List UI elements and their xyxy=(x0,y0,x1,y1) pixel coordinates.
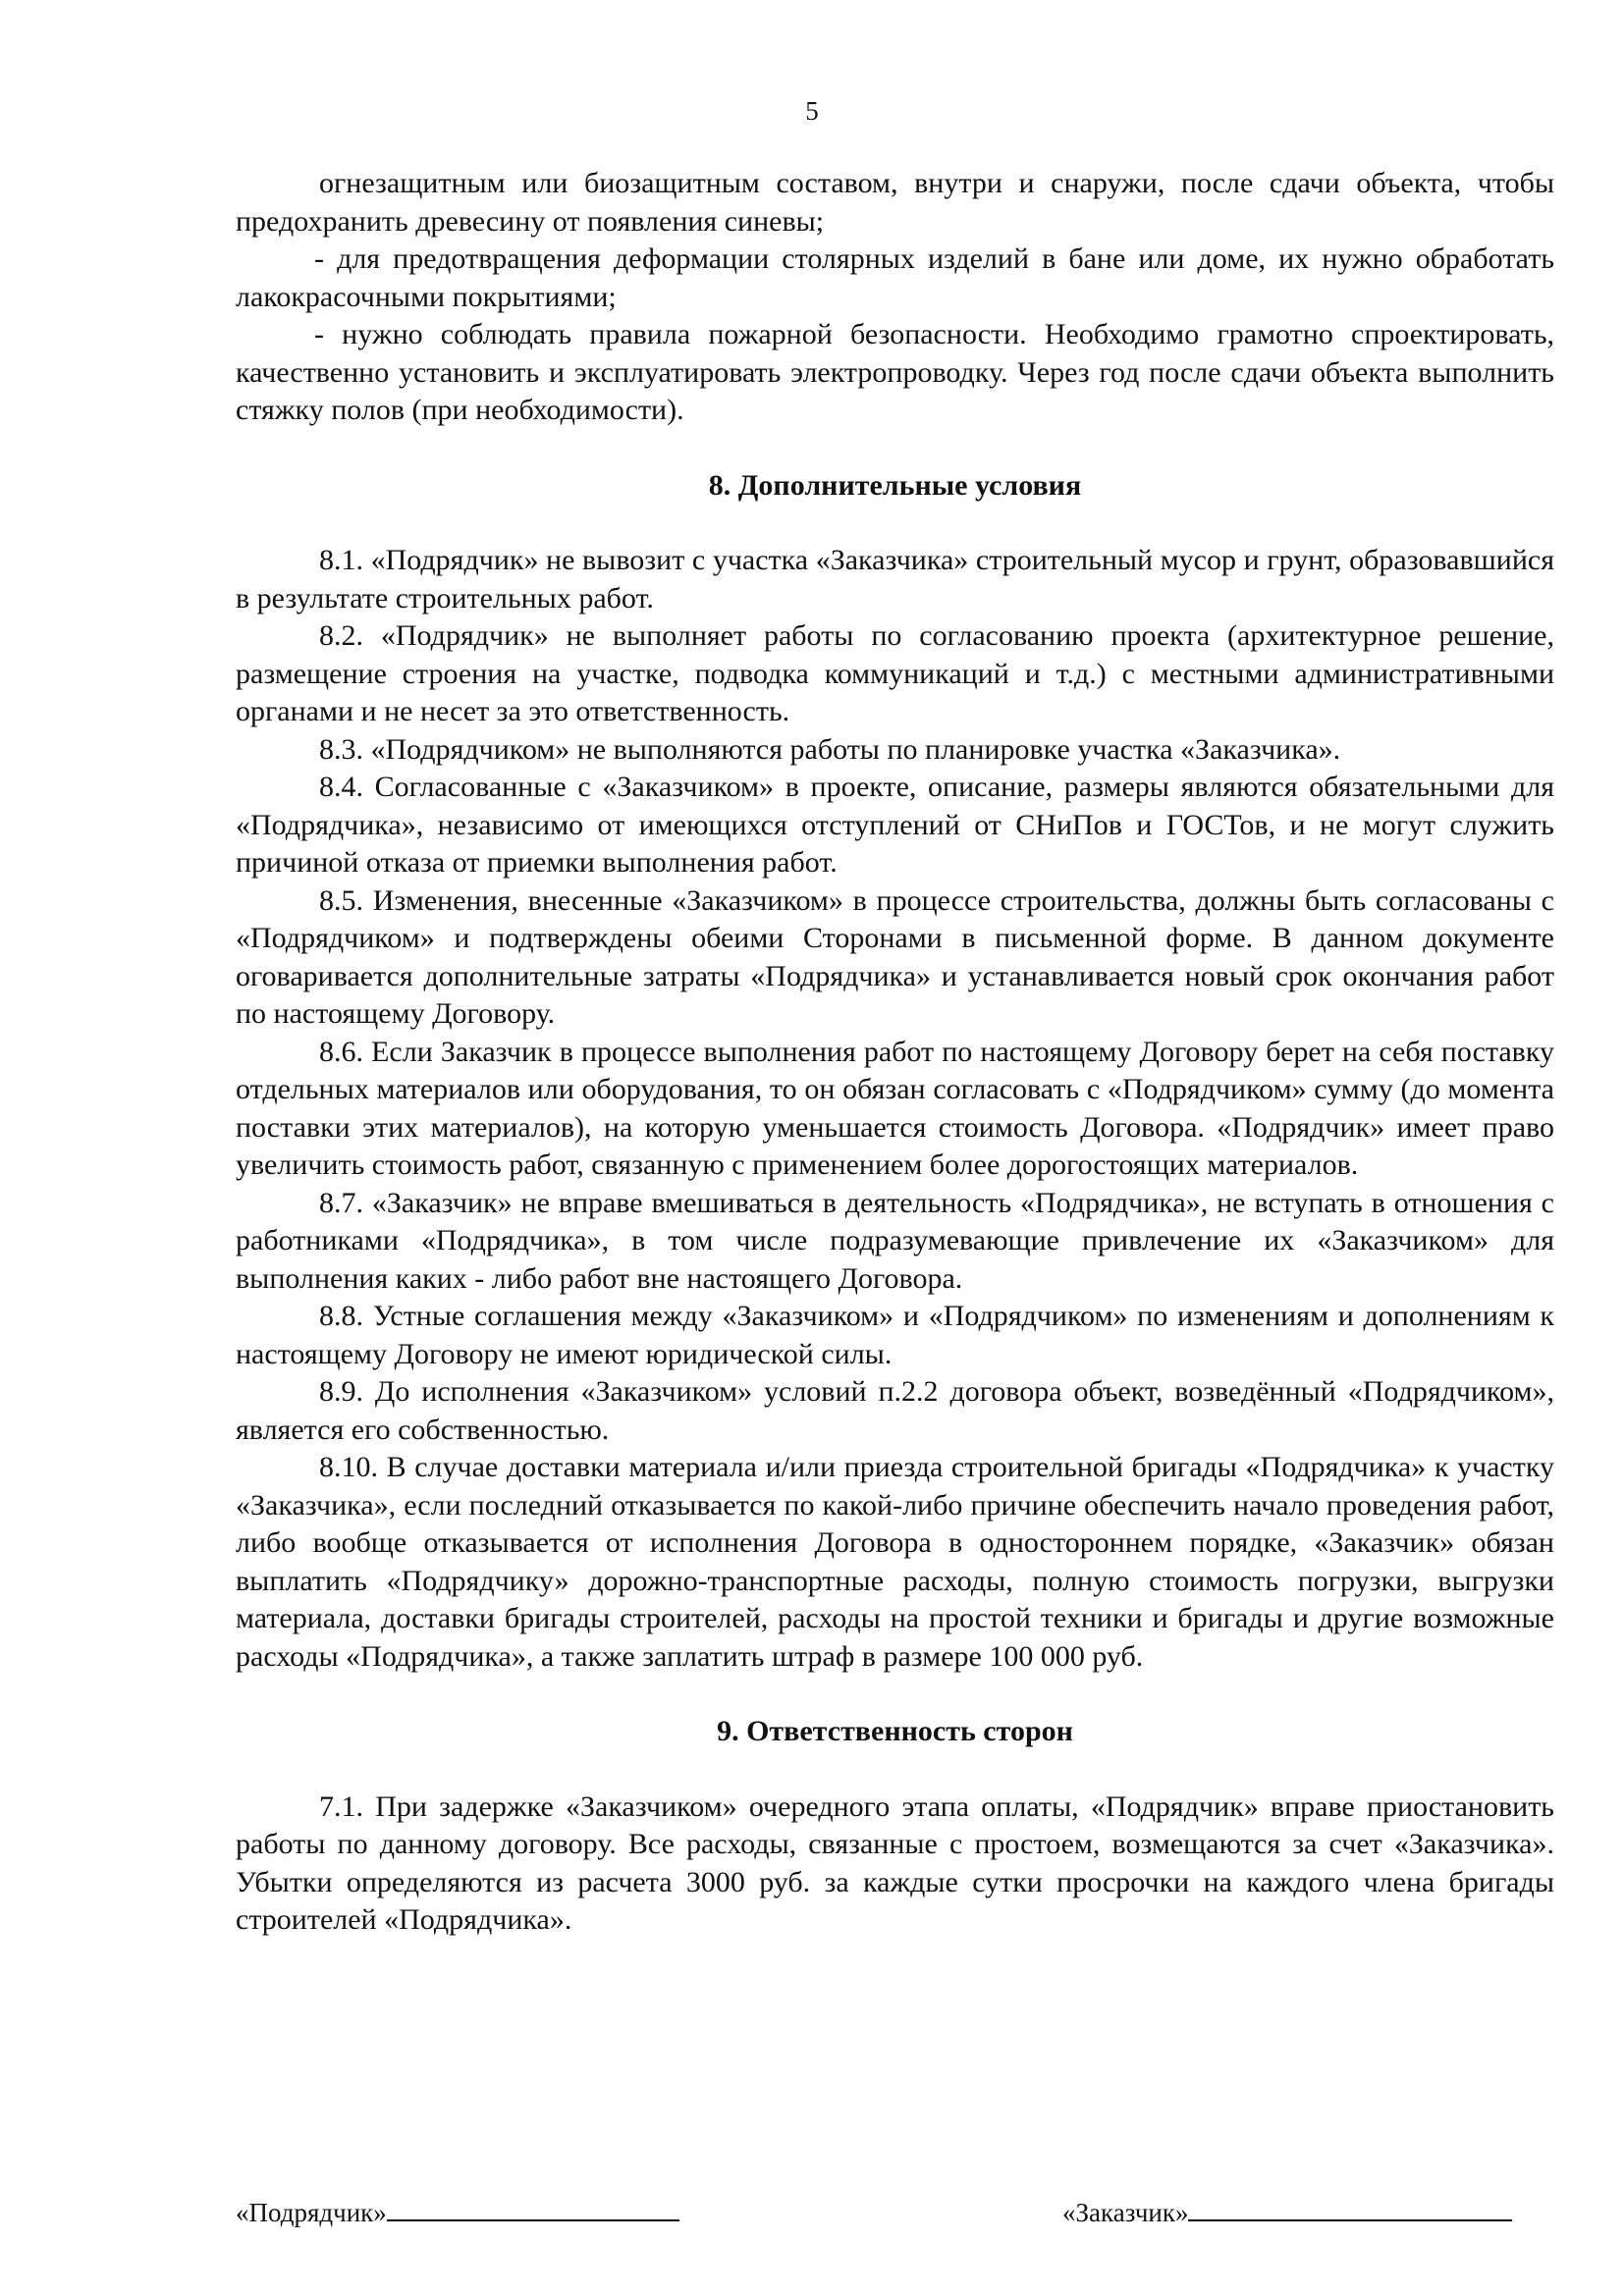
clause-8-7: 8.7. «Заказчик» не вправе вмешиваться в деятельность «Подрядчика», не вступать в отношения с работниками «Подрядчика», в том числе подразумевающие привлечение их «Заказчиком» для выполнения каких - либо работ вне настоящего Договора. xyxy=(236,1186,1554,1295)
clause-8-5: 8.5. Изменения, внесенные «Заказчиком» в процессе строительства, должны быть согласованы с «Подрядчиком» и подтверждены обеими Сторонами в письменной форме. В данном документе оговаривается дополнительные затраты «Подрядчика» и устанавливается новый срок окончания работ по настоящему Договору. xyxy=(236,883,1554,1030)
customer-label: «Заказчик» xyxy=(1062,2198,1189,2227)
continuation-paragraph: - нужно соблюдать правила пожарной безопасности. Необходимо грамотно спроектировать, качественно установить и эксплуатировать электропроводку. Через год после сдачи объекта выполнить стяжку полов (при необходимости). xyxy=(236,318,1554,426)
customer-signature-line xyxy=(1188,2198,1512,2221)
page-number: 5 xyxy=(805,96,819,126)
clause-8-10: 8.10. В случае доставки материала и/или приезда строительной бригады «Подрядчика» к участку «Заказчика», если последний отказывается по какой-либо причине обеспечить начало проведения работ, либо вообще отказывается от исполнения Договора в одностороннем порядке, «Заказчик» обязан выплатить «Подрядчику» дорожно-транспортные расходы, полную стоимость погрузки, выгрузки материала, доставки бригады строителей, расходы на простой техники и бригады и другие возможные расходы «Подрядчика», а также заплатить штраф в размере 100 000 руб. xyxy=(236,1451,1554,1673)
clause-8-9: 8.9. До исполнения «Заказчиком» условий п.2.2 договора объект, возведённый «Подрядчиком», является его собственностью. xyxy=(236,1375,1554,1446)
continuation-paragraph: - для предотвращения деформации столярных изделий в бане или доме, их нужно обработать лакокрасочными покрытиями; xyxy=(236,242,1554,313)
contractor-label: «Подрядчик» xyxy=(236,2198,387,2227)
section-9-heading: 9. Ответственность сторон xyxy=(717,1715,1073,1747)
document-body xyxy=(236,165,1554,1940)
continuation-paragraph: огнезащитным или биозащитным составом, внутри и снаружи, после сдачи объекта, чтобы предохранить древесину от появления синевы; xyxy=(236,167,1554,238)
clause-8-1: 8.1. «Подрядчик» не вывозит с участка «Заказчика» строительный мусор и грунт, образовавшийся в результате строительных работ. xyxy=(236,544,1554,614)
clause-7-1: 7.1. При задержке «Заказчиком» очередного этапа оплаты, «Подрядчик» вправе приостановить работы по данному договору. Все расходы, связанные с простоем, возмещаются за счет «Заказчика». Убытки определяются из расчета 3000 руб. за каждые сутки просрочки на каждого члена бригады строителей «Подрядчика». xyxy=(236,1789,1554,1936)
clause-8-2: 8.2. «Подрядчик» не выполняет работы по согласованию проекта (архитектурное решение, размещение строения на участке, подводка коммуникаций и т.д.) с местными административными органами и не несет за это ответственность. xyxy=(236,619,1554,727)
contractor-signature-line xyxy=(387,2198,679,2221)
section-8-heading: 8. Дополнительные условия xyxy=(708,468,1082,502)
clause-8-4: 8.4. Согласованные с «Заказчиком» в проекте, описание, размеры являются обязательными для «Подрядчика», независимо от имеющихся отступлений от СНиПов и ГОСТов, и не могут служить причиной отказа от приемки выполнения работ. xyxy=(236,771,1554,879)
customer-signature xyxy=(1062,2197,1512,2228)
clause-8-3: 8.3. «Подрядчиком» не выполняются работы по планировке участка «Заказчика». xyxy=(319,732,1341,766)
contractor-signature xyxy=(236,2197,679,2228)
clause-8-6: 8.6. Если Заказчик в процессе выполнения работ по настоящему Договору берет на себя поставку отдельных материалов или оборудования, то он обязан согласовать с «Подрядчиком» сумму (до момента поставки этих материалов), на которую уменьшается стоимость Договора. «Подрядчик» имеет право увеличить стоимость работ, связанную с применением более дорогостоящих материалов. xyxy=(236,1035,1554,1181)
clause-8-8: 8.8. Устные соглашения между «Заказчиком» и «Подрядчиком» по изменениям и дополнениям к настоящему Договору не имеют юридической силы. xyxy=(236,1300,1554,1370)
